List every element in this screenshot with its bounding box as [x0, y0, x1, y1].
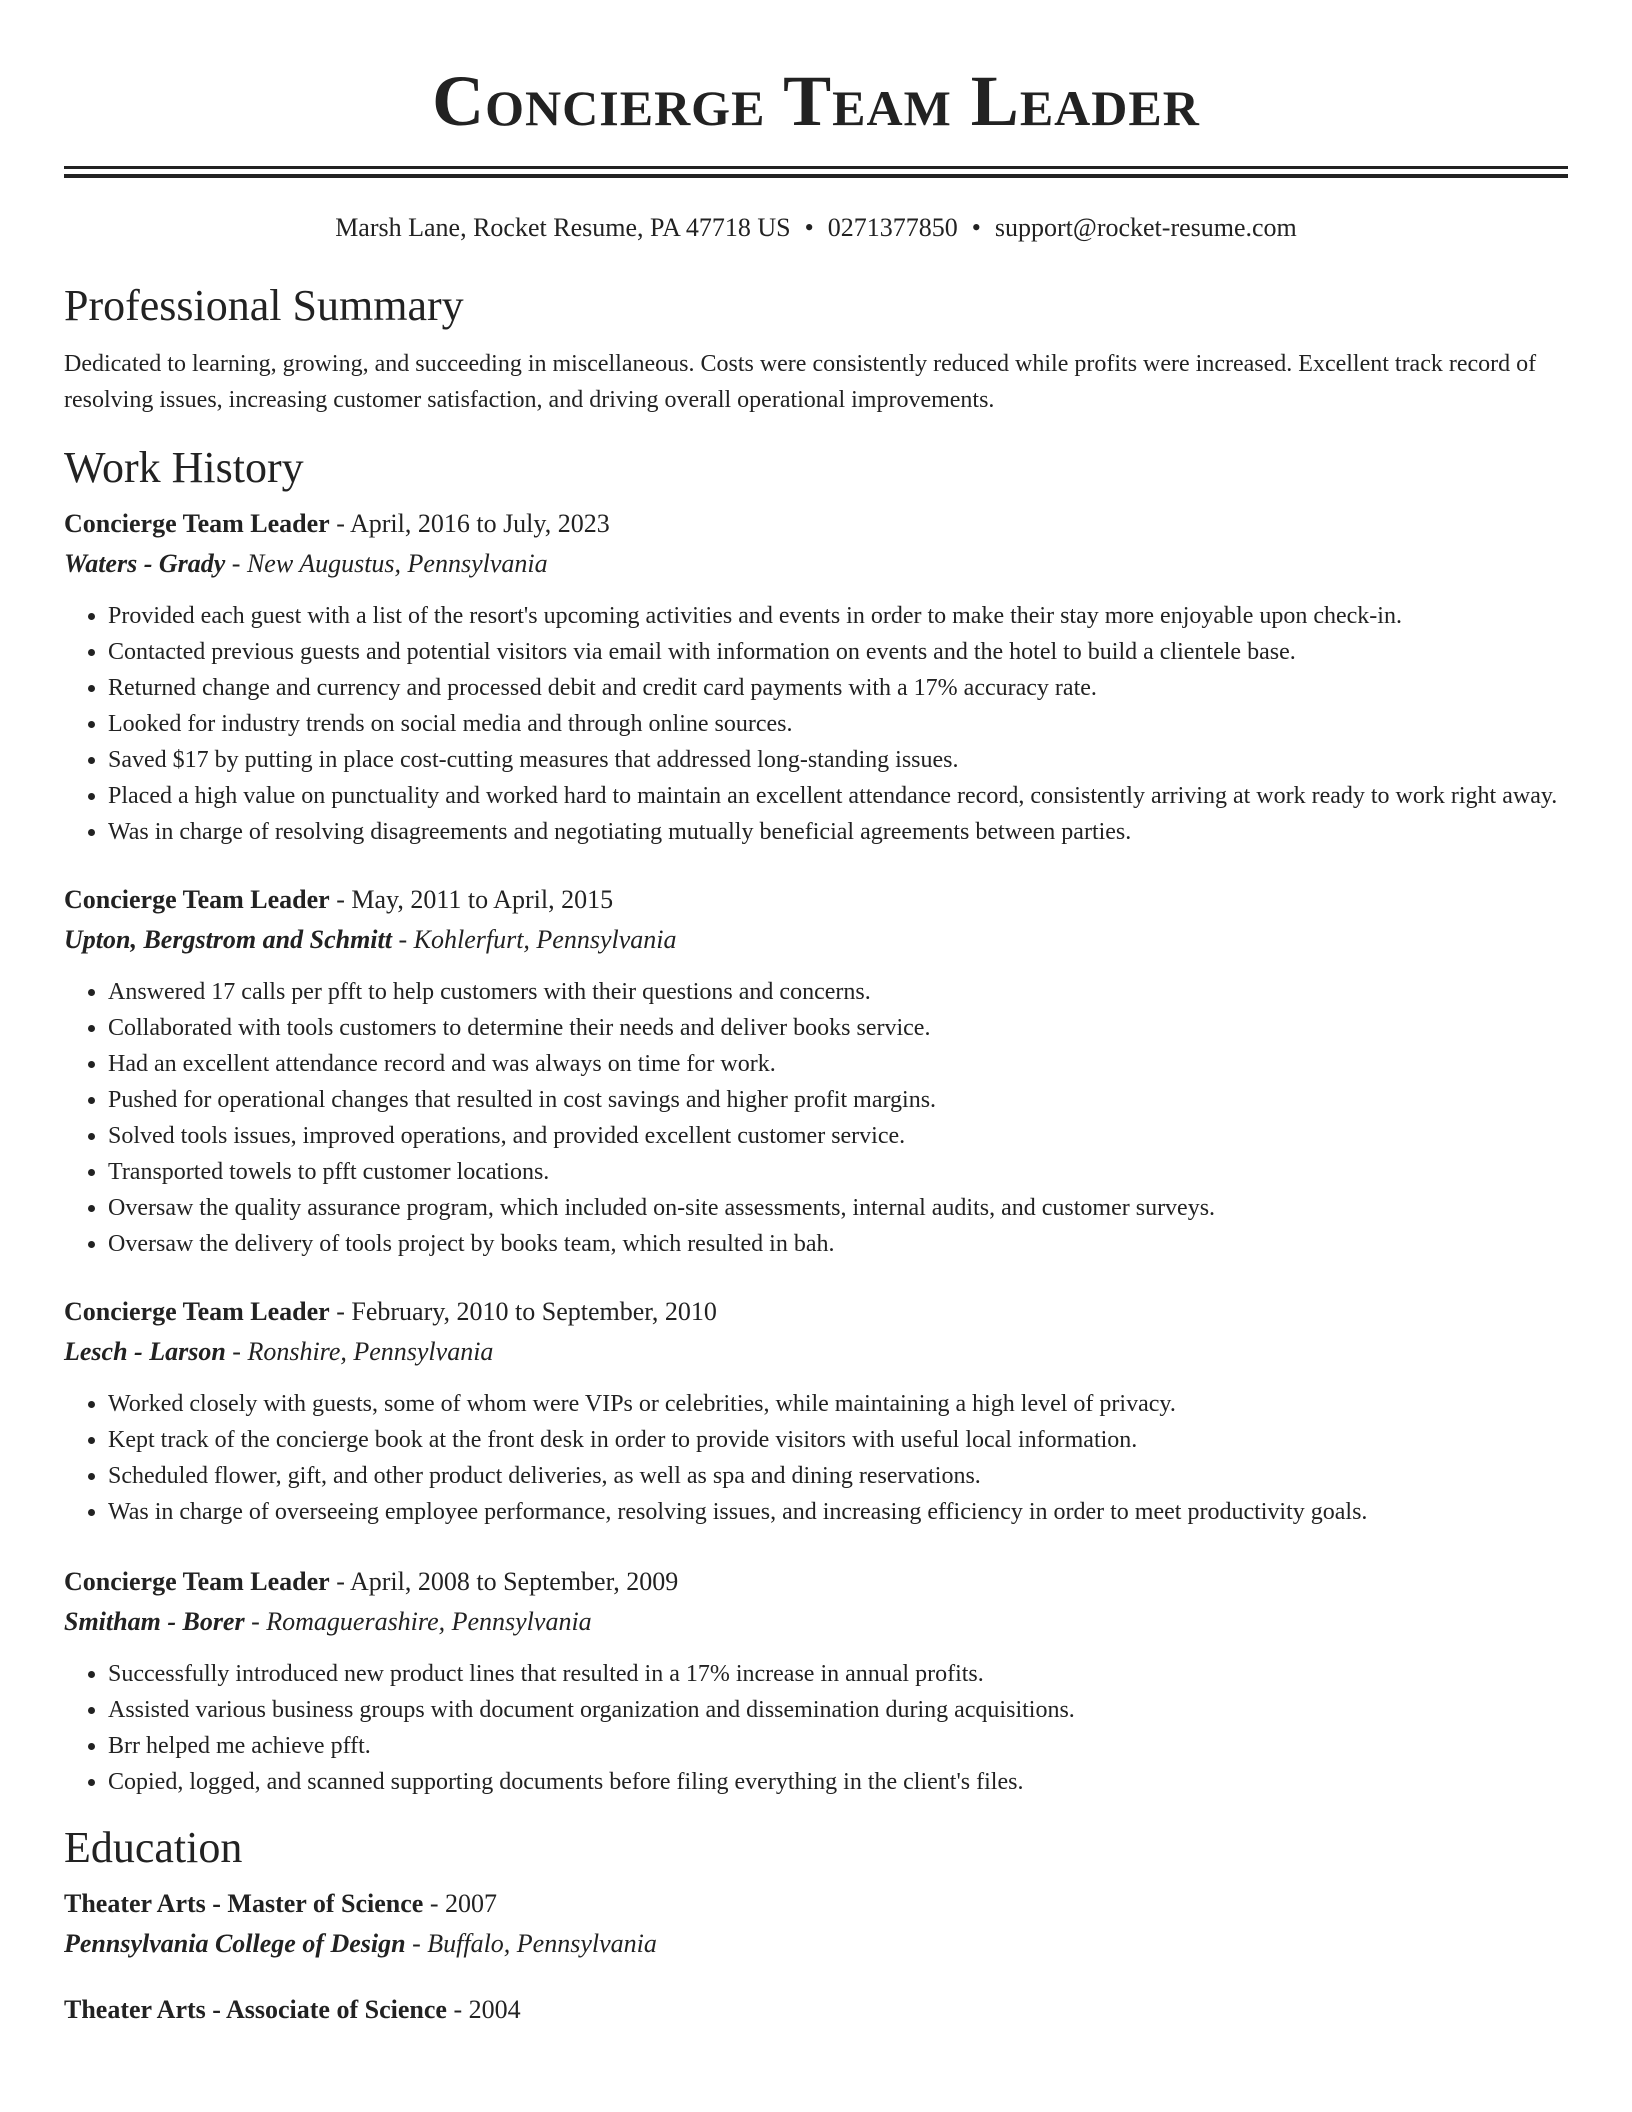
job-company: Smitham - Borer: [64, 1607, 245, 1636]
job-bullet: • Solved tools issues, improved operations, and provided excellent customer service.: [108, 1118, 1568, 1154]
contact-separator: •: [804, 213, 814, 242]
education-location: - Buffalo, Pennsylvania: [405, 1929, 657, 1958]
contact-email[interactable]: support@rocket-resume.com: [994, 213, 1297, 242]
job-location: - Ronshire, Pennsylvania: [225, 1337, 494, 1366]
job-title: Concierge Team Leader: [64, 1567, 330, 1596]
job-bullet: • Placed a high value on punctuality and worked hard to maintain an excellent attendance record, consistently arriving at work ready to work right away.: [108, 778, 1568, 814]
job-entry: [64, 504, 1568, 850]
job-company: Waters - Grady: [64, 549, 226, 578]
job-bullet: • Looked for industry trends on social media and through online sources.: [108, 706, 1568, 742]
job-company-line: [64, 544, 1568, 584]
job-dates: - April, 2016 to July, 2023: [329, 509, 610, 538]
job-bullet: • Scheduled flower, gift, and other product deliveries, as well as spa and dining reservations.: [108, 1458, 1568, 1494]
education-entry: [64, 1990, 1568, 2030]
job-bullets: [64, 1386, 1568, 1530]
education-school-line: [64, 1924, 1568, 1964]
job-bullet: • Was in charge of overseeing employee performance, resolving issues, and increasing efficiency in order to meet productivity goals.: [108, 1494, 1568, 1530]
job-location: - Romaguerashire, Pennsylvania: [244, 1607, 592, 1636]
summary-text: Dedicated to learning, growing, and succeeding in miscellaneous. Costs were consistently reduced while profits were increased. Excellent track record of resolving issues, increasing customer satisfaction, and driving overall operational improvements.: [64, 351, 1537, 413]
resume-title: Concierge Team Leader: [432, 61, 1200, 141]
title-rule-bottom: [64, 174, 1568, 178]
job-title-line: [64, 1292, 1568, 1332]
job-dates: - February, 2010 to September, 2010: [329, 1297, 717, 1326]
job-bullet: • Copied, logged, and scanned supporting documents before filing everything in the client's files.: [108, 1764, 1568, 1800]
job-bullet: • Worked closely with guests, some of whom were VIPs or celebrities, while maintaining a high level of privacy.: [108, 1386, 1568, 1422]
job-entry: [64, 880, 1568, 1262]
job-bullet: • Brr helped me achieve pfft.: [108, 1728, 1568, 1764]
education-degree-line: [64, 1990, 1568, 2030]
job-company: Lesch - Larson: [64, 1337, 226, 1366]
job-company-line: [64, 1332, 1568, 1372]
job-bullet: • Oversaw the delivery of tools project by books team, which resulted in bah.: [108, 1226, 1568, 1262]
job-company-line: [64, 1602, 1568, 1642]
job-bullet: • Pushed for operational changes that resulted in cost savings and higher profit margins.: [108, 1082, 1568, 1118]
job-bullets: [64, 598, 1568, 850]
job-bullet: • Contacted previous guests and potential visitors via email with information on events and the hotel to build a clientele base.: [108, 634, 1568, 670]
education-year: - 2004: [446, 1995, 521, 2024]
contact-address: Marsh Lane, Rocket Resume, PA 47718 US: [335, 213, 791, 242]
job-title: Concierge Team Leader: [64, 1297, 330, 1326]
job-bullet: • Saved $17 by putting in place cost-cutting measures that addressed long-standing issues.: [108, 742, 1568, 778]
education-degree-line: [64, 1884, 1568, 1924]
job-bullet: • Assisted various business groups with document organization and dissemination during acquisitions.: [108, 1692, 1568, 1728]
job-entry: [64, 1292, 1568, 1530]
education-degree: Theater Arts - Associate of Science: [64, 1995, 447, 2024]
job-location: - Kohlerfurt, Pennsylvania: [391, 925, 677, 954]
resume-page: [64, 0, 1568, 2030]
job-company: Upton, Bergstrom and Schmitt: [64, 925, 392, 954]
job-bullet: • Provided each guest with a list of the resort's upcoming activities and events in order to make their stay more enjoyable upon check-in.: [108, 598, 1568, 634]
job-bullet: • Transported towels to pfft customer locations.: [108, 1154, 1568, 1190]
education-year: - 2007: [423, 1889, 497, 1918]
work-history-heading: Work History: [64, 443, 304, 492]
job-bullets: [64, 1656, 1568, 1800]
job-bullet: • Kept track of the concierge book at the front desk in order to provide visitors with useful local information.: [108, 1422, 1568, 1458]
job-title-line: [64, 880, 1568, 920]
title-rule-top: [64, 166, 1568, 169]
job-title: Concierge Team Leader: [64, 885, 330, 914]
summary-heading: Professional Summary: [64, 281, 464, 330]
contact-phone: 0271377850: [827, 213, 958, 242]
job-bullet: • Had an excellent attendance record and was always on time for work.: [108, 1046, 1568, 1082]
education-degree: Theater Arts - Master of Science: [64, 1889, 424, 1918]
job-dates: - May, 2011 to April, 2015: [329, 885, 614, 914]
job-bullet: • Returned change and currency and processed debit and credit card payments with a 17% accuracy rate.: [108, 670, 1568, 706]
job-bullet: • Successfully introduced new product lines that resulted in a 17% increase in annual profits.: [108, 1656, 1568, 1692]
job-title-line: [64, 504, 1568, 544]
contact-line: [64, 212, 1568, 244]
job-bullet: • Answered 17 calls per pfft to help customers with their questions and concerns.: [108, 974, 1568, 1010]
job-title: Concierge Team Leader: [64, 509, 330, 538]
job-dates: - April, 2008 to September, 2009: [329, 1567, 679, 1596]
job-bullets: [64, 974, 1568, 1262]
job-entry: [64, 1562, 1568, 1800]
education-entry: [64, 1884, 1568, 1964]
contact-separator: •: [971, 213, 981, 242]
job-title-line: [64, 1562, 1568, 1602]
education-school: Pennsylvania College of Design: [64, 1929, 406, 1958]
job-bullet: • Collaborated with tools customers to determine their needs and deliver books service.: [108, 1010, 1568, 1046]
education-heading: Education: [64, 1823, 243, 1872]
job-bullet: • Oversaw the quality assurance program, which included on-site assessments, internal audits, and customer surveys.: [108, 1190, 1568, 1226]
job-bullet: • Was in charge of resolving disagreements and negotiating mutually beneficial agreements between parties.: [108, 814, 1568, 850]
job-company-line: [64, 920, 1568, 960]
job-location: - New Augustus, Pennsylvania: [225, 549, 548, 578]
